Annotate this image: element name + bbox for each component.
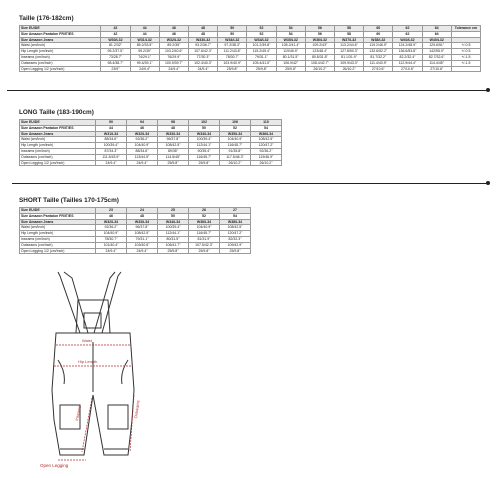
table-cell: 116/45.7": [220, 143, 251, 149]
row-label: Size Amazon Jeans: [20, 219, 96, 225]
table-cell: 107.6/42.3": [188, 49, 217, 55]
table-cell: 56: [305, 26, 334, 32]
table-cell: 120/47.2": [251, 143, 282, 149]
table-cell: 79/31.1": [127, 236, 158, 242]
table-cell: 89.2/35": [159, 43, 188, 49]
table-cell: 52: [247, 31, 276, 37]
table-cell: 26/10.2": [251, 160, 282, 166]
table-cell: 132.6/52.2": [364, 49, 393, 55]
table-cell: W33/L34: [127, 219, 158, 225]
table-cell: 24/9.4": [159, 66, 188, 72]
table-cell: 90: [96, 120, 127, 126]
table-cell: 78/30.7": [218, 54, 247, 60]
table-cell: W36/L34: [251, 131, 282, 137]
table-cell: 142/55.9": [422, 49, 451, 55]
table-cell: 26: [189, 208, 220, 214]
table-cell: 25/9.8": [218, 66, 247, 72]
table-cell: 27/10.6": [364, 66, 393, 72]
table-cell: 48: [158, 125, 189, 131]
table-cell: 120/47.2": [220, 231, 251, 237]
table-cell: 44: [130, 31, 159, 37]
left-pocket-edge: [58, 360, 64, 384]
table-cell: 82/32.3": [220, 236, 251, 242]
bib-pocket: [84, 313, 101, 328]
table-cell: 111.2/43.8": [218, 49, 247, 55]
table-cell: 101.2/39.8": [247, 43, 276, 49]
table-cell: 23: [96, 208, 127, 214]
row-label: Waist (cm/Inch): [20, 137, 96, 143]
table-cell: 25/9.8": [189, 248, 220, 254]
table-cell: 98: [158, 120, 189, 126]
table-cell: 76/29.9": [159, 54, 188, 60]
table-cell: 110: [251, 120, 282, 126]
row-label: Hip Length (cm/inch): [20, 49, 101, 55]
table-cell: 25/9.8": [247, 66, 276, 72]
row-label: Inseams (cm/Inch): [20, 148, 96, 154]
row-label: Size EU/DE: [20, 26, 101, 32]
table-cell: W33/L32: [188, 37, 217, 43]
table-cell: 62: [393, 31, 422, 37]
row-label: Size EU/DE: [20, 208, 96, 214]
table-cell: 92/36.2": [96, 225, 127, 231]
table-cell: W40/L32: [393, 37, 422, 43]
table-cell: W34/L34: [189, 131, 220, 137]
table-cell: 102: [189, 120, 220, 126]
table-cell: W34/L32: [218, 37, 247, 43]
table-cell: 26/10.2": [305, 66, 334, 72]
table-cell: 111.5/43.9": [96, 154, 127, 160]
table-cell: W38/L32: [364, 37, 393, 43]
table-cell: W31/L34: [96, 131, 127, 137]
table-cell: 98.4/38.7": [101, 60, 130, 66]
table-cell: W36/L32: [305, 37, 334, 43]
row-label: Inseams (cm/Inch): [20, 236, 96, 242]
table-cell: 114.4/45": [422, 60, 451, 66]
table-cell: 89/35": [158, 148, 189, 154]
table-cell: 103/40.6": [127, 242, 158, 248]
table-cell: 100/39.4": [96, 143, 127, 149]
table-cell: 56: [305, 31, 334, 37]
table-cell: 50: [218, 31, 247, 37]
row-label: Size Amazon Jeans: [20, 131, 96, 137]
table-cell: 52: [189, 213, 220, 219]
table-cell: 105.2/41.4": [276, 43, 305, 49]
table-cell: 54: [220, 213, 251, 219]
table-cell: 81/31.9": [189, 236, 220, 242]
table-cell: W34/L32: [247, 37, 276, 43]
table-cell: 50: [158, 213, 189, 219]
table-cell: 96/37.8": [127, 225, 158, 231]
table-cell: 82.7/32.6": [422, 54, 451, 60]
table-cell: 94: [127, 120, 158, 126]
table-cell: 112/44.1": [189, 143, 220, 149]
table-cell: 85.2/33.5": [130, 43, 159, 49]
table-cell: W35/L32: [276, 37, 305, 43]
table-cell: 119.2/46.9": [364, 43, 393, 49]
table-cell: 97.2/38.3": [218, 43, 247, 49]
table-cell: W32/L34: [127, 131, 158, 137]
table-cell: 95.2/37.5": [101, 49, 130, 55]
table-cell: W32/L32: [159, 37, 188, 43]
table-cell: 48: [127, 213, 158, 219]
row-label: Hip Length (cm/inch): [20, 231, 96, 237]
table-cell: +/-0.5: [451, 43, 480, 49]
table-cell: 79/31.1": [247, 54, 276, 60]
table-cell: 25: [158, 208, 189, 214]
table-cell: 73/28.7": [101, 54, 130, 60]
right-knee-pad: [108, 405, 128, 429]
table-cell: 60: [364, 26, 393, 32]
row-label: Open Legging 1/2 (cm/Inch): [20, 248, 96, 254]
table-cell: 25/9.8": [158, 160, 189, 166]
table-cell: 46: [159, 26, 188, 32]
row-label: Waist (cm/Inch): [20, 225, 96, 231]
table-cell: 24/9.4": [188, 66, 217, 72]
table-cell: 81.1/31.9": [334, 54, 363, 60]
table-cell: 116/45.7": [189, 231, 220, 237]
table-cell: 109.2/43": [305, 43, 334, 49]
table-cell: 24/9.4": [130, 66, 159, 72]
open-legging-label: Open Legging: [40, 463, 69, 468]
table-cell: W34/L34: [158, 219, 189, 225]
table-cell: 108.4/42.7": [305, 60, 334, 66]
table-cell: 44: [96, 125, 127, 131]
table-cell: W36/L34: [189, 219, 220, 225]
table-cell: 136.6/53.8": [393, 49, 422, 55]
table-cell: 123/48.4": [305, 49, 334, 55]
table-cell: W38/L34: [220, 219, 251, 225]
table-cell: 119/46.9": [276, 49, 305, 55]
table-cell: 106.9/42": [276, 60, 305, 66]
table-cell: W32/L34: [96, 219, 127, 225]
table-cell: 74/29.1": [130, 54, 159, 60]
waist-label: Waist: [82, 338, 92, 343]
table-cell: 44: [130, 26, 159, 32]
table-cell: 92/36.2": [251, 148, 282, 154]
table-cell: 81.7/32.2": [364, 54, 393, 60]
table-cell: 23/9": [101, 66, 130, 72]
row-label: Outseams (cm/Inch): [20, 154, 96, 160]
table-cell: 24/9.4": [127, 248, 158, 254]
row-label: Size Amazon Pantalon FR/IT/ES: [20, 213, 96, 219]
table-cell: W31/L32: [130, 37, 159, 43]
table-cell: 115.2/45.4": [247, 49, 276, 55]
table-cell: +/-0.5: [451, 49, 480, 55]
table-cell: 25/9.8": [158, 248, 189, 254]
table-cell: 50: [218, 26, 247, 32]
table-cell: 113.2/44.6": [334, 43, 363, 49]
table-cell: 116/45.7": [189, 154, 220, 160]
table-cell: 78/30.7": [96, 236, 127, 242]
table-cell: 81.2/32": [101, 43, 130, 49]
table-cell: 103.2/40.6": [159, 49, 188, 55]
table-cell: 104/40.9": [189, 225, 220, 231]
table-cell: 92/36.2": [127, 137, 158, 143]
table-cell: 119/46.9": [251, 154, 282, 160]
table-cell: 107.5/42.3": [189, 242, 220, 248]
table-cell: 46: [127, 125, 158, 131]
table-cell: 27/10.6": [422, 66, 451, 72]
table-cell: W35/L34: [220, 131, 251, 137]
table-cell: 88/34.6": [96, 137, 127, 143]
table-cell: 102.4/40.3": [188, 60, 217, 66]
table-cell: 58: [334, 31, 363, 37]
table-cell: 82.2/32.4": [393, 54, 422, 60]
table-cell: 52: [247, 26, 276, 32]
table-cell: Tolerance cm: [451, 26, 480, 32]
table-cell: 46: [159, 31, 188, 37]
table-cell: 112.9/44.4": [393, 60, 422, 66]
table-cell: 80.1/31.5": [276, 54, 305, 60]
table-cell: 42: [101, 26, 130, 32]
table-cell: 106: [220, 120, 251, 126]
right-pocket-edge: [122, 360, 128, 384]
inseams-label: Inseams: [74, 405, 83, 422]
row-label: Inseams (cm/Inch): [20, 54, 101, 60]
table-cell: 46: [96, 213, 127, 219]
section-title-short: SHORT Taille (Tailles 170-175cm): [19, 197, 119, 204]
table-cell: 111.4/43.9": [364, 60, 393, 66]
table-cell: 64: [422, 26, 451, 32]
table-cell: 58: [334, 26, 363, 32]
row-label: Open Legging 1/2 (cm/Inch): [20, 160, 96, 166]
table-cell: 62: [393, 26, 422, 32]
table-cell: +/-1.5: [451, 60, 480, 66]
table-cell: 99.2/39": [130, 49, 159, 55]
row-label: Open Legging 1/2 (cm/Inch): [20, 66, 101, 72]
table-cell: 48: [188, 26, 217, 32]
table-cell: W30/L32: [101, 37, 130, 43]
table-cell: 54: [251, 125, 282, 131]
row-label: Waist (cm/Inch): [20, 43, 101, 49]
table-cell: 129.6/51": [422, 43, 451, 49]
table-cell: 24/9.4": [127, 160, 158, 166]
table-cell: 104/40.9": [127, 143, 158, 149]
table-cell: 106/41.7": [158, 242, 189, 248]
table-cell: 52: [220, 125, 251, 131]
table-cell: 100/39.4": [158, 225, 189, 231]
table-cell: 108/42.5": [220, 225, 251, 231]
table-cell: 54: [276, 31, 305, 37]
table-cell: 124.2/48.9": [393, 43, 422, 49]
table-cell: 64: [422, 31, 451, 37]
table-cell: W40/L32: [422, 37, 451, 43]
row-label: Size Amazon Pantalon FR/IT/ES: [20, 125, 96, 131]
table-cell: 91/35.8": [220, 148, 251, 154]
table-cell: 108/42.5": [127, 231, 158, 237]
table-cell: 108/42.5": [158, 143, 189, 149]
table-cell: +/-1.5: [451, 54, 480, 60]
table-cell: 50: [189, 125, 220, 131]
table-cell: 80/31.5": [158, 236, 189, 242]
table-cell: 26/10.2": [334, 66, 363, 72]
table-cell: 105.4/41.5": [247, 60, 276, 66]
table-cell: 109/42.9": [220, 242, 251, 248]
table-cell: 96/37.8": [158, 137, 189, 143]
table-cell: W33/L34: [158, 131, 189, 137]
table-cell: 101/40.4": [96, 242, 127, 248]
inseams-line: [82, 398, 92, 452]
section-title-long: LONG Taille (183-190cm): [19, 109, 94, 116]
table-cell: 27: [220, 208, 251, 214]
table-cell: 100.9/39.7": [159, 60, 188, 66]
section-title-regular: Taille (176-182cm): [19, 15, 74, 22]
table-cell: 127.8/50.3": [334, 49, 363, 55]
table-cell: 24: [127, 208, 158, 214]
table-cell: 113/44.5": [127, 154, 158, 160]
outseams-label: Outseams: [133, 399, 141, 419]
table-cell: 88/34.6": [127, 148, 158, 154]
table-cell: 114.5/45": [158, 154, 189, 160]
table-cell: 25/9.8": [189, 160, 220, 166]
table-cell: 25/9.8": [276, 66, 305, 72]
table-cell: 24/9.4": [96, 248, 127, 254]
table-cell: 42: [101, 31, 130, 37]
table-cell: 25/9.8": [220, 248, 251, 254]
row-label: Size Amazon Pantalon FR/IT/ES: [20, 31, 101, 37]
table-cell: 104/40.9": [220, 137, 251, 143]
table-cell: 90/35.4": [189, 148, 220, 154]
row-label: Size Amazon Jeans: [20, 37, 101, 43]
row-label: Outseams (cm/Inch): [20, 242, 96, 248]
row-label: Hip Length (cm/inch): [20, 143, 96, 149]
table-cell: 112/44.1": [158, 231, 189, 237]
table-cell: 48: [188, 31, 217, 37]
table-cell: W37/L32: [334, 37, 363, 43]
table-cell: 109.9/43.3": [334, 60, 363, 66]
table-cell: 117.5/46.3": [220, 154, 251, 160]
row-label: Size EU/DE: [20, 120, 96, 126]
table-cell: 77/30.3": [188, 54, 217, 60]
hip-length-label: Hip Length: [78, 359, 98, 364]
table-cell: 103.9/40.9": [218, 60, 247, 66]
row-label: Outseams (cm/Inch): [20, 60, 101, 66]
table-cell: 108/42.5": [251, 137, 282, 143]
table-cell: 54: [276, 26, 305, 32]
table-cell: 87/34.3": [96, 148, 127, 154]
table-cell: 100/39.4": [189, 137, 220, 143]
table-cell: 60: [364, 31, 393, 37]
table-cell: 80.8/31.8": [305, 54, 334, 60]
table-cell: 26/10.2": [220, 160, 251, 166]
table-cell: 104/40.9": [96, 231, 127, 237]
table-cell: 99.4/39.1": [130, 60, 159, 66]
table-cell: 93.2/36.7": [188, 43, 217, 49]
table-cell: 24/9.4": [96, 160, 127, 166]
table-cell: 27/10.6": [393, 66, 422, 72]
right-strap: [94, 272, 121, 333]
